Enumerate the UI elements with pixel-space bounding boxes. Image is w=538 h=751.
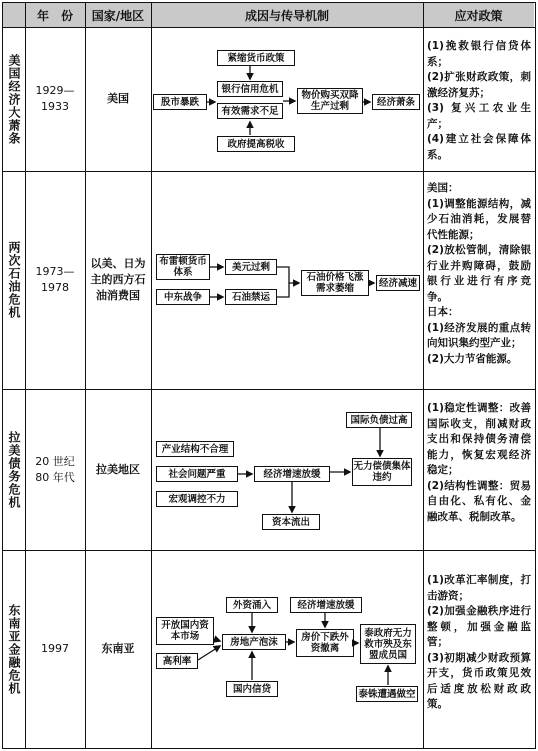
header-year: 年 份 bbox=[25, 3, 85, 27]
flow-box-rate: 高利率 bbox=[156, 653, 198, 669]
flow-box-price-fall: 物价购买双降生产过剩 bbox=[297, 88, 363, 114]
flow-box-bubble: 房地产泡沫 bbox=[222, 634, 286, 650]
crisis-name: 两次石油危机 bbox=[7, 241, 21, 319]
flow-box-tax: 政府提高税收 bbox=[217, 136, 295, 152]
flow-box-tight-money: 紧缩货币政策 bbox=[217, 50, 295, 66]
crisis-region: 以美、日为主的西方石油消费国 bbox=[90, 257, 146, 302]
header-blank bbox=[3, 3, 25, 27]
flow-box-mideast: 中东战争 bbox=[156, 289, 210, 305]
flow-box-thb: 泰铢遭遇做空 bbox=[356, 686, 418, 702]
flow-box-industry: 产业结构不合理 bbox=[156, 441, 234, 457]
flow-box-depression: 经济萧条 bbox=[372, 94, 420, 110]
header-policy: 应对政策 bbox=[423, 3, 534, 27]
row-divider bbox=[3, 389, 535, 390]
flow-box-bank-crisis: 银行信用危机 bbox=[217, 81, 283, 97]
flow-box-unable: 无力偿债集体违约 bbox=[352, 458, 412, 486]
flow-box-stock: 股市暴跌 bbox=[153, 94, 207, 110]
crisis-years: 1997 bbox=[41, 642, 69, 655]
crisis-years: 1929—1933 bbox=[35, 84, 75, 113]
col-divider bbox=[151, 3, 152, 748]
header-mechanism: 成因与传导机制 bbox=[151, 3, 423, 27]
flow-box-oil-price: 石油价格飞涨需求萎缩 bbox=[301, 270, 369, 296]
flow-box-bretton: 布雷顿货币体系 bbox=[156, 254, 210, 280]
flow-box-usd: 美元过剩 bbox=[225, 259, 277, 275]
flow-box-gov: 泰政府无力救市殃及东盟成员国 bbox=[360, 624, 416, 664]
crisis-name: 美国经济大萧条 bbox=[7, 53, 21, 145]
header-region: 国家/地区 bbox=[85, 3, 151, 27]
crisis-region: 美国 bbox=[107, 92, 129, 105]
crisis-region: 东南亚 bbox=[101, 642, 135, 655]
crisis-years: 20 世纪80 年代 bbox=[35, 454, 75, 484]
policy-text: 美国： (1)调整能源结构，减少石油消耗，发展替代性能源； (2)放松管制，清除银行业并购障碍，鼓励银行业进行有序竞争。 日本： (1)经济发展的重点转向知识集约型产业； (2)大力节省能源。 bbox=[427, 182, 531, 365]
col-divider bbox=[423, 3, 424, 748]
flow-box-credit: 国内信贷 bbox=[226, 681, 278, 697]
flow-box-inflow: 外资涌入 bbox=[226, 597, 278, 613]
crisis-region: 拉美地区 bbox=[96, 462, 140, 476]
crisis-name: 东南亚金融危机 bbox=[7, 603, 21, 695]
flow-box-growth: 经济增速放缓 bbox=[254, 466, 330, 482]
crisis-years: 1973—1978 bbox=[35, 265, 75, 294]
policy-text: (1)稳定性调整：改善国际收支，削减财政支出和保持债务清偿能力，恢复宏观经济稳定； (2)结构性调整：贸易自由化、私有化、金融改革、税制改革。 bbox=[427, 402, 531, 523]
flow-box-embargo: 石油禁运 bbox=[225, 289, 277, 305]
flow-box-outflow: 资本流出 bbox=[262, 514, 320, 530]
crisis-name: 拉美债务危机 bbox=[7, 430, 21, 509]
flow-box-demand: 有效需求不足 bbox=[217, 103, 283, 119]
policy-text: (1)改革汇率制度，打击游资； (2)加强金融秩序进行整顿，加强金融监管； (3)初期减少财政预算开支，货币政策见效后适度放松财政政策。 bbox=[427, 574, 531, 710]
flow-box-slowdown: 经济减速 bbox=[376, 275, 420, 291]
flow-box-price-down: 房价下跌外资撤离 bbox=[296, 629, 354, 657]
flow-box-social: 社会问题严重 bbox=[156, 466, 238, 482]
policy-text: (1)挽救银行信贷体系； (2)扩张财政政策，刺激经济复苏； (3) 复兴工农业生产； (4)建立社会保障体系。 bbox=[427, 40, 531, 161]
flow-box-macro: 宏观调控不力 bbox=[156, 491, 238, 507]
flow-box-debt: 国际负债过高 bbox=[346, 412, 412, 428]
flow-box-open-market: 开放国内资本市场 bbox=[156, 617, 214, 645]
flow-box-growth-slow: 经济增速放缓 bbox=[290, 597, 362, 613]
